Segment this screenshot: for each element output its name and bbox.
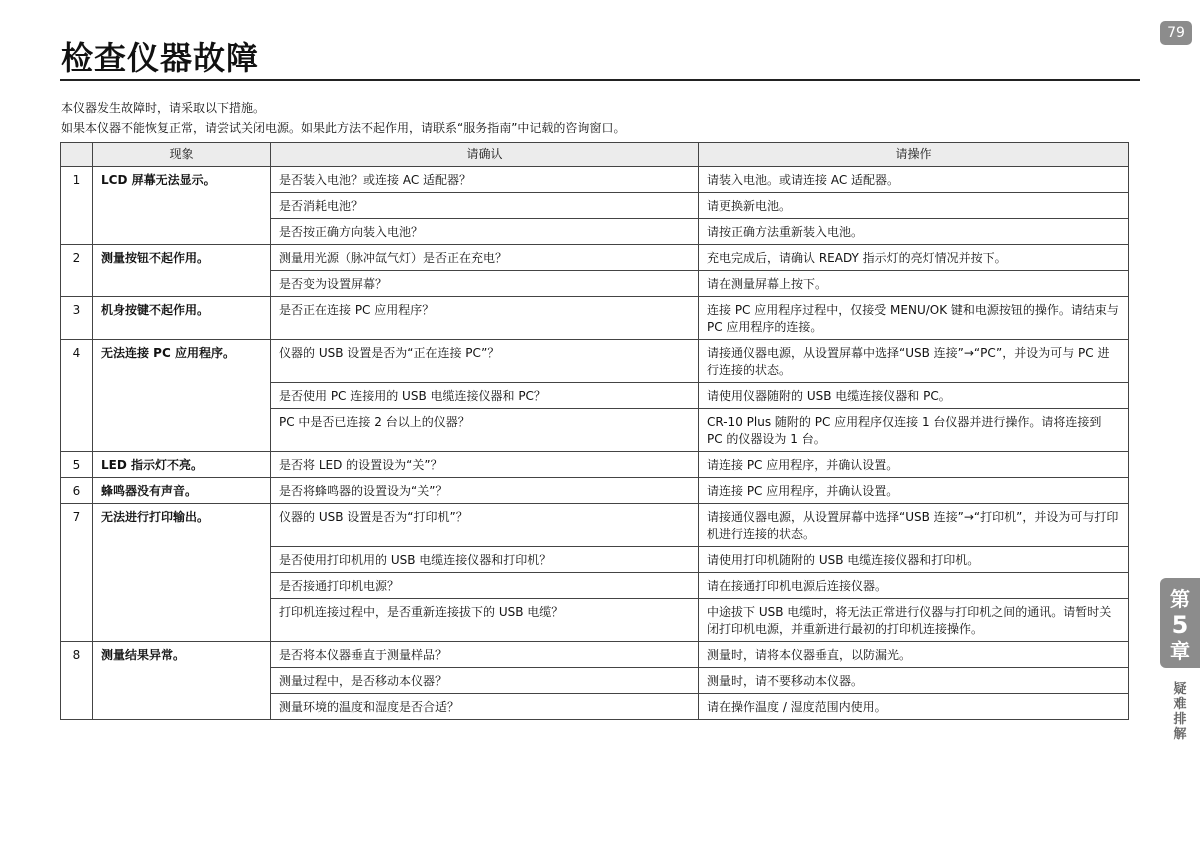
issue-phenomenon: 测量结果异常。 [93,642,271,720]
action-cell: 请在测量屏幕上按下。 [699,271,1129,297]
intro-line: 本仪器发生故障时，请采取以下措施。 [61,101,266,115]
action-cell: 充电完成后，请确认 READY 指示灯的亮灯情况并按下。 [699,245,1129,271]
issue-number: 7 [61,504,93,642]
action-cell: 请在接通打印机电源后连接仪器。 [699,573,1129,599]
action-cell: 请连接 PC 应用程序，并确认设置。 [699,452,1129,478]
action-cell: 请更换新电池。 [699,193,1129,219]
check-cell: 仪器的 USB 设置是否为“正在连接 PC”？ [271,340,699,383]
troubleshooting-table [60,142,1129,720]
check-cell: 是否按正确方向装入电池？ [271,219,699,245]
check-cell: 是否消耗电池？ [271,193,699,219]
issue-number: 8 [61,642,93,720]
issue-phenomenon: 测量按钮不起作用。 [93,245,271,297]
check-cell: 是否装入电池？或连接 AC 适配器？ [271,167,699,193]
page-title: 检查仪器故障 [61,39,260,77]
table-row [61,167,1129,193]
table-header-row [61,143,1129,167]
check-cell: 是否接通打印机电源？ [271,573,699,599]
check-cell: 是否将 LED 的设置设为“关”？ [271,452,699,478]
action-cell: 请连接 PC 应用程序，并确认设置。 [699,478,1129,504]
check-cell: 是否将蜂鸣器的设置设为“关”？ [271,478,699,504]
issue-number: 6 [61,478,93,504]
intro-text [61,98,625,138]
issue-phenomenon: LED 指示灯不亮。 [93,452,271,478]
issue-number: 2 [61,245,93,297]
action-cell: 请使用仪器随附的 USB 电缆连接仪器和 PC。 [699,383,1129,409]
header-check: 请确认 [271,143,699,167]
chapter-label: 疑难排解 [1173,682,1187,742]
chapter-tab[interactable] [1160,578,1200,668]
action-cell: 请接通仪器电源，从设置屏幕中选择“USB 连接”→“打印机”，并设为可与打印机进行连接的状态。 [699,504,1129,547]
issue-number: 1 [61,167,93,245]
issue-phenomenon: 无法连接 PC 应用程序。 [93,340,271,452]
table-row [61,340,1129,383]
check-cell: PC 中是否已连接 2 台以上的仪器？ [271,409,699,452]
check-cell: 是否将本仪器垂直于测量样品？ [271,642,699,668]
action-cell: 连接 PC 应用程序过程中，仅接受 MENU/OK 键和电源按钮的操作。请结束与 PC 应用程序的连接。 [699,297,1129,340]
action-cell: CR-10 Plus 随附的 PC 应用程序仅连接 1 台仪器并进行操作。请将连接到 PC 的仪器设为 1 台。 [699,409,1129,452]
issue-number: 4 [61,340,93,452]
check-cell: 是否正在连接 PC 应用程序？ [271,297,699,340]
check-cell: 测量环境的温度和湿度是否合适？ [271,694,699,720]
issue-phenomenon: 蜂鸣器没有声音。 [93,478,271,504]
check-cell: 测量过程中，是否移动本仪器？ [271,668,699,694]
issue-phenomenon: 无法进行打印输出。 [93,504,271,642]
title-divider [60,79,1140,81]
intro-line: 如果本仪器不能恢复正常，请尝试关闭电源。如果此方法不起作用，请联系“服务指南”中记载的咨询窗口。 [61,121,626,135]
table-row [61,478,1129,504]
issue-phenomenon: LCD 屏幕无法显示。 [93,167,271,245]
table-row [61,245,1129,271]
chapter-tab-suffix: 章 [1170,639,1190,663]
check-cell: 是否使用 PC 连接用的 USB 电缆连接仪器和 PC？ [271,383,699,409]
action-cell: 中途拔下 USB 电缆时，将无法正常进行仪器与打印机之间的通讯。请暂时关闭打印机电源，并重新进行最初的打印机连接操作。 [699,599,1129,642]
chapter-tab-number: 5 [1171,611,1189,639]
action-cell: 请装入电池。或请连接 AC 适配器。 [699,167,1129,193]
action-cell: 请在操作温度 / 湿度范围内使用。 [699,694,1129,720]
action-cell: 测量时，请不要移动本仪器。 [699,668,1129,694]
header-phenomenon: 现象 [93,143,271,167]
action-cell: 请使用打印机随附的 USB 电缆连接仪器和打印机。 [699,547,1129,573]
check-cell: 是否使用打印机用的 USB 电缆连接仪器和打印机？ [271,547,699,573]
header-action: 请操作 [699,143,1129,167]
table-row [61,642,1129,668]
action-cell: 请接通仪器电源，从设置屏幕中选择“USB 连接”→“PC”，并设为可与 PC 进行连接的状态。 [699,340,1129,383]
issue-number: 3 [61,297,93,340]
table-row [61,297,1129,340]
action-cell: 测量时，请将本仪器垂直，以防漏光。 [699,642,1129,668]
check-cell: 打印机连接过程中，是否重新连接拔下的 USB 电缆？ [271,599,699,642]
issue-number: 5 [61,452,93,478]
issue-phenomenon: 机身按键不起作用。 [93,297,271,340]
check-cell: 仪器的 USB 设置是否为“打印机”？ [271,504,699,547]
chapter-tab-prefix: 第 [1170,587,1190,611]
action-cell: 请按正确方法重新装入电池。 [699,219,1129,245]
header-number [61,143,93,167]
check-cell: 测量用光源（脉冲氙气灯）是否正在充电？ [271,245,699,271]
page-number: 79 [1160,21,1192,45]
table-row [61,452,1129,478]
check-cell: 是否变为设置屏幕？ [271,271,699,297]
table-row [61,504,1129,547]
